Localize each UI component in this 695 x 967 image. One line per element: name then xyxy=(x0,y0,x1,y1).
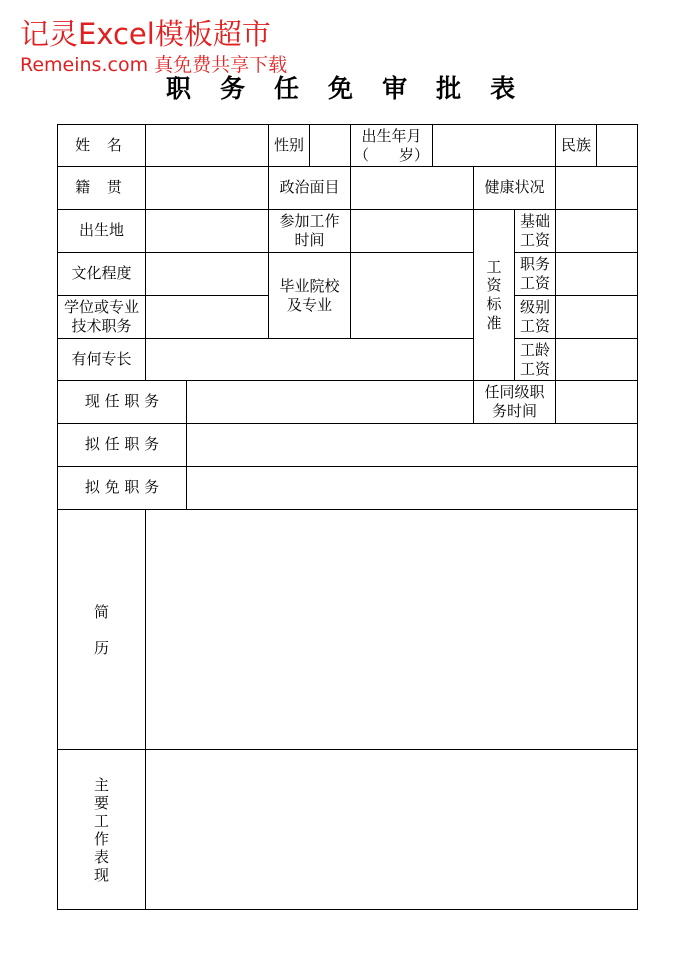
degree-label xyxy=(58,296,145,338)
title-char: 表 xyxy=(490,74,516,103)
name-field[interactable] xyxy=(146,125,268,166)
performance-label-char: 表 xyxy=(93,847,109,866)
school-major-label xyxy=(269,253,350,338)
title-char: 审 xyxy=(382,74,408,103)
school-major-label-line1: 毕业院校 xyxy=(279,276,340,295)
seniority-salary-field[interactable] xyxy=(556,339,637,380)
performance-label-char: 要 xyxy=(93,793,109,812)
work-start-label xyxy=(269,210,350,252)
level-salary-label xyxy=(515,296,555,338)
gender-label xyxy=(269,125,309,166)
title-char: 职 xyxy=(166,74,192,103)
resume-label xyxy=(58,510,145,749)
gender-label-text: 性别 xyxy=(273,135,304,154)
birthplace-label-text: 出生地 xyxy=(78,221,124,240)
work-start-label-line1: 参加工作 xyxy=(279,212,340,231)
level-salary-field[interactable] xyxy=(556,296,637,338)
ethnicity-label xyxy=(556,125,596,166)
form-title xyxy=(166,76,515,101)
degree-label-line1: 学位或专业 xyxy=(63,298,139,317)
resume-label-char: 简 xyxy=(93,602,109,621)
resume-label-char: 历 xyxy=(93,638,109,657)
seniority-salary-label-line1: 工龄 xyxy=(519,340,550,359)
salary-standard-char: 准 xyxy=(486,313,502,332)
watermark-subtitle: Remeins.com 真免费共享下载 xyxy=(20,54,288,76)
watermark-title: 记灵Excel模板超市 xyxy=(20,17,271,51)
performance-label-char: 现 xyxy=(93,865,109,884)
specialty-label-text: 有何专长 xyxy=(71,349,132,368)
political-status-field[interactable] xyxy=(351,167,473,209)
performance-field[interactable] xyxy=(146,750,637,909)
specialty-field[interactable] xyxy=(146,339,473,380)
birth-date-field[interactable] xyxy=(433,125,555,166)
education-label xyxy=(58,253,145,295)
proposed-remove-label xyxy=(58,467,186,509)
name-label xyxy=(58,125,145,166)
post-salary-label xyxy=(515,253,555,295)
ethnicity-label-text: 民族 xyxy=(560,135,591,154)
same-level-time-label xyxy=(474,381,555,423)
same-level-time-label-line1: 任同级职 xyxy=(484,383,545,402)
specialty-label xyxy=(58,339,145,380)
same-level-time-label-line2: 务时间 xyxy=(491,402,537,420)
proposed-appoint-field[interactable] xyxy=(187,424,637,466)
seniority-salary-label-line2: 工资 xyxy=(519,359,550,378)
performance-label-char: 工 xyxy=(93,811,109,830)
native-place-label xyxy=(58,167,145,209)
post-salary-field[interactable] xyxy=(556,253,637,295)
same-level-time-field[interactable] xyxy=(556,381,637,423)
birth-date-label-line1: 出生年月 xyxy=(361,126,422,145)
basic-salary-label xyxy=(515,210,555,252)
school-major-label-line2: 及专业 xyxy=(286,295,332,314)
basic-salary-label-line1: 基础 xyxy=(519,212,550,231)
degree-label-line2: 技术职务 xyxy=(71,317,132,335)
level-salary-label-line1: 级别 xyxy=(519,298,550,317)
current-position-label-text: 现 任 职 务 xyxy=(84,392,160,411)
work-start-field[interactable] xyxy=(351,210,473,252)
seniority-salary-label xyxy=(515,339,555,380)
performance-label-char: 主 xyxy=(93,775,109,794)
proposed-remove-field[interactable] xyxy=(187,467,637,509)
title-char: 免 xyxy=(328,74,354,103)
name-label-text: 姓 名 xyxy=(75,135,128,154)
performance-label-char: 作 xyxy=(93,829,109,848)
health-field[interactable] xyxy=(556,167,637,209)
health-label-text: 健康状况 xyxy=(484,178,545,197)
birth-date-label-line2: （ 岁） xyxy=(353,145,429,164)
proposed-appoint-label-text: 拟 任 职 务 xyxy=(84,435,160,454)
native-place-field[interactable] xyxy=(146,167,268,209)
health-label xyxy=(474,167,555,209)
salary-standard-char: 资 xyxy=(486,276,502,295)
post-salary-label-line1: 职务 xyxy=(519,255,550,274)
current-position-field[interactable] xyxy=(187,381,473,423)
birth-date-label xyxy=(351,125,432,166)
school-major-field[interactable] xyxy=(351,253,473,338)
work-start-label-line2: 时间 xyxy=(294,231,325,249)
gender-field[interactable] xyxy=(310,125,350,166)
proposed-appoint-label xyxy=(58,424,186,466)
post-salary-label-line2: 工资 xyxy=(519,274,550,292)
title-char: 任 xyxy=(274,74,300,103)
performance-label xyxy=(58,750,145,909)
current-position-label xyxy=(58,381,186,423)
proposed-remove-label-text: 拟 免 职 务 xyxy=(84,478,160,497)
salary-standard-char: 标 xyxy=(486,295,502,313)
education-field[interactable] xyxy=(146,253,268,295)
title-char: 批 xyxy=(436,74,462,103)
basic-salary-field[interactable] xyxy=(556,210,637,252)
birthplace-label xyxy=(58,210,145,252)
salary-standard-char: 工 xyxy=(486,257,502,276)
resume-field[interactable] xyxy=(146,510,637,749)
degree-field[interactable] xyxy=(146,296,268,338)
level-salary-label-line2: 工资 xyxy=(519,317,550,335)
basic-salary-label-line2: 工资 xyxy=(519,231,550,249)
political-status-label xyxy=(269,167,350,209)
birthplace-field[interactable] xyxy=(146,210,268,252)
salary-standard-label xyxy=(474,210,514,380)
political-status-label-text: 政治面目 xyxy=(279,178,340,197)
education-label-text: 文化程度 xyxy=(71,264,132,283)
native-place-label-text: 籍 贯 xyxy=(75,178,128,197)
ethnicity-field[interactable] xyxy=(597,125,637,166)
title-char: 务 xyxy=(220,74,246,103)
